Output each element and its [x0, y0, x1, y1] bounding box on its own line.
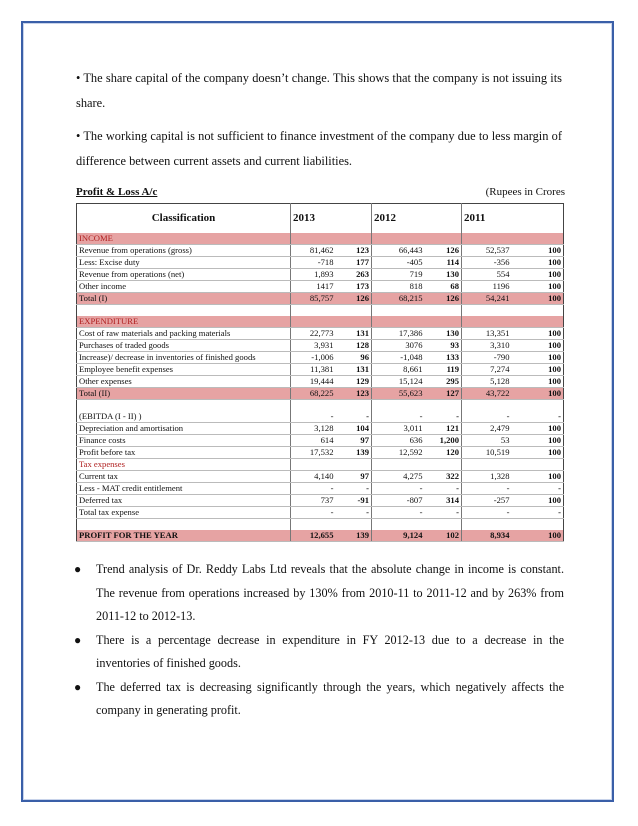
empty-cell: [512, 400, 564, 412]
trend-percent-cell: 100: [512, 376, 564, 388]
empty-cell: [336, 233, 372, 245]
trend-percent-cell: 114: [425, 257, 462, 269]
table-header-row: [77, 204, 564, 234]
trend-percent-cell: 100: [512, 364, 564, 376]
header-classification: Classification: [77, 204, 291, 234]
trend-percent-cell: 68: [425, 281, 462, 293]
trend-percent-cell: -: [336, 507, 372, 519]
empty-cell: [291, 305, 336, 317]
empty-cell: [291, 400, 336, 412]
empty-cell: [462, 305, 512, 317]
trend-percent-cell: 100: [512, 257, 564, 269]
table-row: [77, 471, 564, 483]
header-2012: 2012: [372, 204, 425, 234]
empty-cell: [336, 519, 372, 531]
amount-cell: 1,893: [291, 269, 336, 281]
table-row: [77, 245, 564, 257]
amount-cell: 1,328: [462, 471, 512, 483]
trend-percent-cell: 177: [336, 257, 372, 269]
bullet-income-trend: ● Trend analysis of Dr. Reddy Labs Ltd reveals that the absolute change in income is constant. The revenue from operations increased by 130% from 2010-11 to 2011-12 and by 263% from 2011-12 to 2012-13.: [76, 558, 564, 629]
amount-cell: -356: [462, 257, 512, 269]
working-capital-paragraph: • The working capital is not sufficient to finance investment of the company due to less margin of difference between current assets and current liabilities.: [76, 129, 562, 168]
amount-cell: 7,274: [462, 364, 512, 376]
empty-cell: [336, 459, 372, 471]
amount-cell: 17,532: [291, 447, 336, 459]
empty-cell: [462, 233, 512, 245]
amount-cell: 68,215: [372, 293, 425, 305]
trend-percent-cell: 100: [512, 435, 564, 447]
trend-percent-cell: 100: [512, 530, 564, 542]
row-label: [77, 305, 291, 317]
trend-percent-cell: -: [425, 507, 462, 519]
table-row: [77, 352, 564, 364]
amount-cell: 8,934: [462, 530, 512, 542]
empty-cell: [291, 459, 336, 471]
empty-cell: [425, 233, 462, 245]
header-2013: 2013: [291, 204, 336, 234]
bullet-dot: ●: [74, 632, 82, 647]
trend-percent-cell: 93: [425, 340, 462, 352]
amount-cell: 636: [372, 435, 425, 447]
amount-cell: 12,592: [372, 447, 425, 459]
table-row: [77, 364, 564, 376]
table-row: [77, 507, 564, 519]
table-row: [77, 328, 564, 340]
amount-cell: -: [462, 411, 512, 423]
trend-percent-cell: 127: [425, 388, 462, 400]
trend-percent-cell: 263: [336, 269, 372, 281]
row-label: Other expenses: [77, 376, 291, 388]
trend-percent-cell: 100: [512, 245, 564, 257]
table-row: [77, 423, 564, 435]
amount-cell: 737: [291, 495, 336, 507]
trend-percent-cell: 102: [425, 530, 462, 542]
empty-cell: [425, 400, 462, 412]
empty-cell: [512, 316, 564, 328]
trend-percent-cell: 100: [512, 447, 564, 459]
table-row: [77, 483, 564, 495]
amount-cell: -1,048: [372, 352, 425, 364]
trend-percent-cell: 100: [512, 471, 564, 483]
empty-cell: [291, 316, 336, 328]
row-label: Current tax: [77, 471, 291, 483]
trend-percent-cell: -: [512, 507, 564, 519]
empty-cell: [425, 316, 462, 328]
row-label: Total (II): [77, 388, 291, 400]
trend-percent-cell: -: [425, 483, 462, 495]
amount-cell: 43,722: [462, 388, 512, 400]
empty-cell: [462, 519, 512, 531]
empty-cell: [372, 233, 425, 245]
trend-percent-cell: 100: [512, 495, 564, 507]
trend-percent-cell: 119: [425, 364, 462, 376]
trend-percent-cell: 123: [336, 388, 372, 400]
empty-cell: [291, 519, 336, 531]
empty-cell: [512, 459, 564, 471]
row-label: Cost of raw materials and packing materials: [77, 328, 291, 340]
empty-cell: [291, 233, 336, 245]
table-row: [77, 495, 564, 507]
table-row: [77, 435, 564, 447]
amount-cell: 3,310: [462, 340, 512, 352]
amount-cell: -807: [372, 495, 425, 507]
amount-cell: 66,443: [372, 245, 425, 257]
amount-cell: 68,225: [291, 388, 336, 400]
trend-percent-cell: 139: [336, 447, 372, 459]
blank-row: [77, 305, 564, 317]
amount-cell: 1417: [291, 281, 336, 293]
table-row: [77, 447, 564, 459]
empty-cell: [336, 305, 372, 317]
empty-cell: [336, 316, 372, 328]
trend-percent-cell: 100: [512, 340, 564, 352]
amount-cell: 10,519: [462, 447, 512, 459]
profit-loss-table: [76, 203, 564, 542]
row-label: [77, 400, 291, 412]
empty-cell: [372, 400, 425, 412]
section-row: [77, 316, 564, 328]
trend-percent-cell: 123: [336, 245, 372, 257]
trend-percent-cell: 1,200: [425, 435, 462, 447]
row-label: Depreciation and amortisation: [77, 423, 291, 435]
row-label: Less: Excise duty: [77, 257, 291, 269]
amount-cell: 81,462: [291, 245, 336, 257]
amount-cell: 2,479: [462, 423, 512, 435]
amount-cell: 614: [291, 435, 336, 447]
row-label: [77, 519, 291, 531]
trend-percent-cell: 173: [336, 281, 372, 293]
trend-percent-cell: 100: [512, 293, 564, 305]
trend-percent-cell: 126: [425, 293, 462, 305]
trend-percent-cell: 100: [512, 388, 564, 400]
amount-cell: -: [462, 483, 512, 495]
amount-cell: -1,006: [291, 352, 336, 364]
table-row: [77, 293, 564, 305]
trend-percent-cell: 128: [336, 340, 372, 352]
row-label: Finance costs: [77, 435, 291, 447]
trend-percent-cell: 139: [336, 530, 372, 542]
trend-percent-cell: -: [336, 411, 372, 423]
amount-cell: 4,140: [291, 471, 336, 483]
amount-cell: 8,661: [372, 364, 425, 376]
amount-cell: 3,011: [372, 423, 425, 435]
trend-percent-cell: 322: [425, 471, 462, 483]
table-row: [77, 530, 564, 542]
amount-cell: -257: [462, 495, 512, 507]
trend-percent-cell: 131: [336, 328, 372, 340]
bullet-expenditure: ● There is a percentage decrease in expenditure in FY 2012-13 due to a decrease in the inventories of finished goods.: [76, 629, 564, 676]
amount-cell: 9,124: [372, 530, 425, 542]
amount-cell: -: [372, 411, 425, 423]
empty-cell: [372, 316, 425, 328]
amount-cell: -: [291, 507, 336, 519]
amount-cell: 17,386: [372, 328, 425, 340]
section-row: [77, 233, 564, 245]
blank-row: [77, 519, 564, 531]
row-label: Less - MAT credit entitlement: [77, 483, 291, 495]
amount-cell: 1196: [462, 281, 512, 293]
amount-cell: -: [462, 507, 512, 519]
empty-cell: [372, 519, 425, 531]
amount-cell: -405: [372, 257, 425, 269]
amount-cell: 12,655: [291, 530, 336, 542]
trend-percent-cell: 120: [425, 447, 462, 459]
share-capital-paragraph: • The share capital of the company doesn’t change. This shows that the company is not issuing its share.: [76, 71, 562, 110]
empty-cell: [512, 233, 564, 245]
trend-percent-cell: -: [512, 411, 564, 423]
amount-cell: 3076: [372, 340, 425, 352]
table-row: [77, 340, 564, 352]
analysis-bullets: [76, 558, 564, 723]
table-unit: (Rupees in Crores: [485, 186, 565, 198]
empty-cell: [425, 519, 462, 531]
row-label: Purchases of traded goods: [77, 340, 291, 352]
row-label: Profit before tax: [77, 447, 291, 459]
amount-cell: 554: [462, 269, 512, 281]
trend-percent-cell: 129: [336, 376, 372, 388]
amount-cell: 85,757: [291, 293, 336, 305]
trend-percent-cell: 126: [425, 245, 462, 257]
empty-cell: [425, 305, 462, 317]
trend-percent-cell: 100: [512, 269, 564, 281]
amount-cell: 3,931: [291, 340, 336, 352]
trend-percent-cell: -: [512, 483, 564, 495]
trend-percent-cell: -91: [336, 495, 372, 507]
amount-cell: 55,623: [372, 388, 425, 400]
header-2011: 2011: [462, 204, 512, 234]
empty-cell: [425, 459, 462, 471]
row-label: PROFIT FOR THE YEAR: [77, 530, 291, 542]
empty-cell: [336, 400, 372, 412]
row-label: INCOME: [77, 233, 291, 245]
trend-percent-cell: 314: [425, 495, 462, 507]
amount-cell: 4,275: [372, 471, 425, 483]
trend-percent-cell: 130: [425, 328, 462, 340]
table-row: [77, 269, 564, 281]
amount-cell: 11,381: [291, 364, 336, 376]
amount-cell: -: [291, 483, 336, 495]
table-row: [77, 411, 564, 423]
trend-percent-cell: 133: [425, 352, 462, 364]
row-label: Total tax expense: [77, 507, 291, 519]
trend-percent-cell: 126: [336, 293, 372, 305]
table-row: [77, 388, 564, 400]
row-label: Other income: [77, 281, 291, 293]
amount-cell: -790: [462, 352, 512, 364]
trend-percent-cell: -: [336, 483, 372, 495]
row-label: Revenue from operations (net): [77, 269, 291, 281]
amount-cell: 818: [372, 281, 425, 293]
trend-percent-cell: 96: [336, 352, 372, 364]
row-label: Increase)/ decrease in inventories of finished goods: [77, 352, 291, 364]
empty-cell: [372, 305, 425, 317]
row-label: Revenue from operations (gross): [77, 245, 291, 257]
blank-row: [77, 400, 564, 412]
amount-cell: -: [291, 411, 336, 423]
table-body: [77, 233, 564, 542]
row-label: Tax expenses: [77, 459, 291, 471]
trend-percent-cell: 130: [425, 269, 462, 281]
empty-cell: [512, 305, 564, 317]
empty-cell: [462, 400, 512, 412]
row-label: (EBITDA (I - II) ): [77, 411, 291, 423]
amount-cell: -718: [291, 257, 336, 269]
empty-cell: [372, 459, 425, 471]
trend-percent-cell: 97: [336, 471, 372, 483]
bullet-dot: ●: [74, 562, 82, 576]
row-label: EXPENDITURE: [77, 316, 291, 328]
amount-cell: -: [372, 483, 425, 495]
amount-cell: 5,128: [462, 376, 512, 388]
row-label: Total (I): [77, 293, 291, 305]
amount-cell: 15,124: [372, 376, 425, 388]
section-row: [77, 459, 564, 471]
table-row: [77, 257, 564, 269]
empty-cell: [462, 459, 512, 471]
amount-cell: 3,128: [291, 423, 336, 435]
amount-cell: 54,241: [462, 293, 512, 305]
trend-percent-cell: 100: [512, 328, 564, 340]
trend-percent-cell: 121: [425, 423, 462, 435]
amount-cell: 19,444: [291, 376, 336, 388]
bullet-dot: ●: [74, 679, 82, 694]
trend-percent-cell: 131: [336, 364, 372, 376]
trend-percent-cell: 295: [425, 376, 462, 388]
table-row: [77, 281, 564, 293]
trend-percent-cell: 100: [512, 423, 564, 435]
trend-percent-cell: 104: [336, 423, 372, 435]
amount-cell: -: [372, 507, 425, 519]
row-label: Deferred tax: [77, 495, 291, 507]
row-label: Employee benefit expenses: [77, 364, 291, 376]
trend-percent-cell: 100: [512, 281, 564, 293]
amount-cell: 13,351: [462, 328, 512, 340]
amount-cell: 719: [372, 269, 425, 281]
amount-cell: 53: [462, 435, 512, 447]
bullet-deferred-tax: ● The deferred tax is decreasing significantly through the years, which negatively affects the company in generating profit.: [76, 676, 564, 723]
empty-cell: [462, 316, 512, 328]
trend-percent-cell: 97: [336, 435, 372, 447]
empty-cell: [512, 519, 564, 531]
table-row: [77, 376, 564, 388]
trend-percent-cell: 100: [512, 352, 564, 364]
amount-cell: 22,773: [291, 328, 336, 340]
table-title: Profit & Loss A/c: [76, 186, 158, 198]
amount-cell: 52,537: [462, 245, 512, 257]
trend-percent-cell: -: [425, 411, 462, 423]
